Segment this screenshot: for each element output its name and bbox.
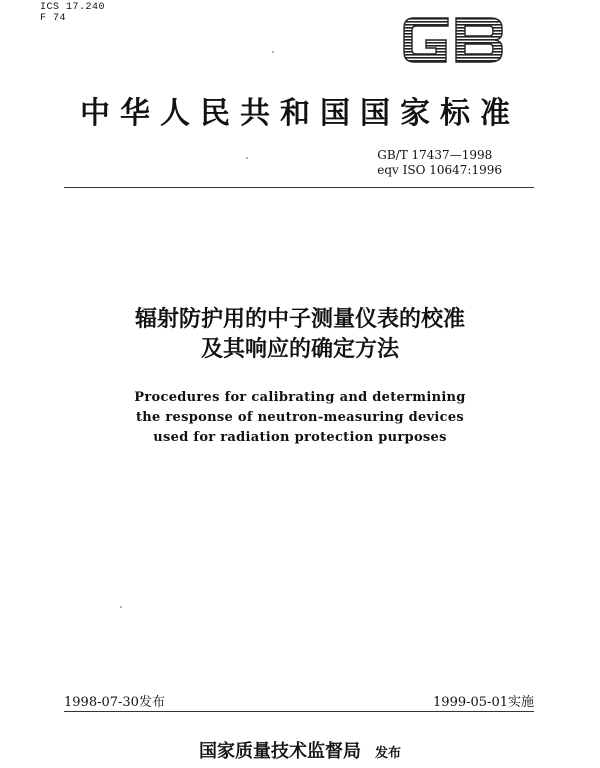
gb-logo-graphic	[398, 12, 508, 68]
english-title	[0, 388, 600, 448]
scan-speck	[272, 51, 274, 53]
footer-divider	[64, 711, 534, 712]
country-standard-heading: 中华人民共和国国家标准	[80, 96, 520, 131]
publisher	[0, 737, 600, 763]
english-title-line-1: Procedures for calibrating and determining	[134, 390, 466, 405]
english-title-line-3: used for radiation protection purposes	[153, 430, 447, 445]
standard-number: GB/T 17437—1998	[377, 148, 493, 162]
implementation-date: 1999-05-01实施	[433, 695, 534, 710]
standard-number-block	[377, 148, 502, 178]
header-divider	[64, 187, 534, 188]
ccs-code: F 74	[40, 13, 67, 24]
publisher-name: 国家质量技术监督局	[198, 741, 361, 762]
issue-date: 1998-07-30发布	[64, 695, 165, 710]
equivalent-standard: eqv ISO 10647:1996	[377, 163, 502, 177]
ics-code: ICS 17.240	[40, 2, 106, 13]
english-title-line-2: the response of neutron-measuring devices	[135, 410, 465, 425]
chinese-title-line-2: 及其响应的确定方法	[200, 337, 399, 362]
publisher-suffix: 发布	[374, 746, 401, 761]
chinese-title	[0, 305, 600, 365]
scan-speck	[120, 606, 122, 608]
scan-speck	[246, 157, 248, 159]
chinese-title-line-1: 辐射防护用的中子测量仪表的校准	[134, 307, 465, 332]
classification-codes	[40, 2, 105, 24]
gb-logo	[398, 12, 508, 68]
